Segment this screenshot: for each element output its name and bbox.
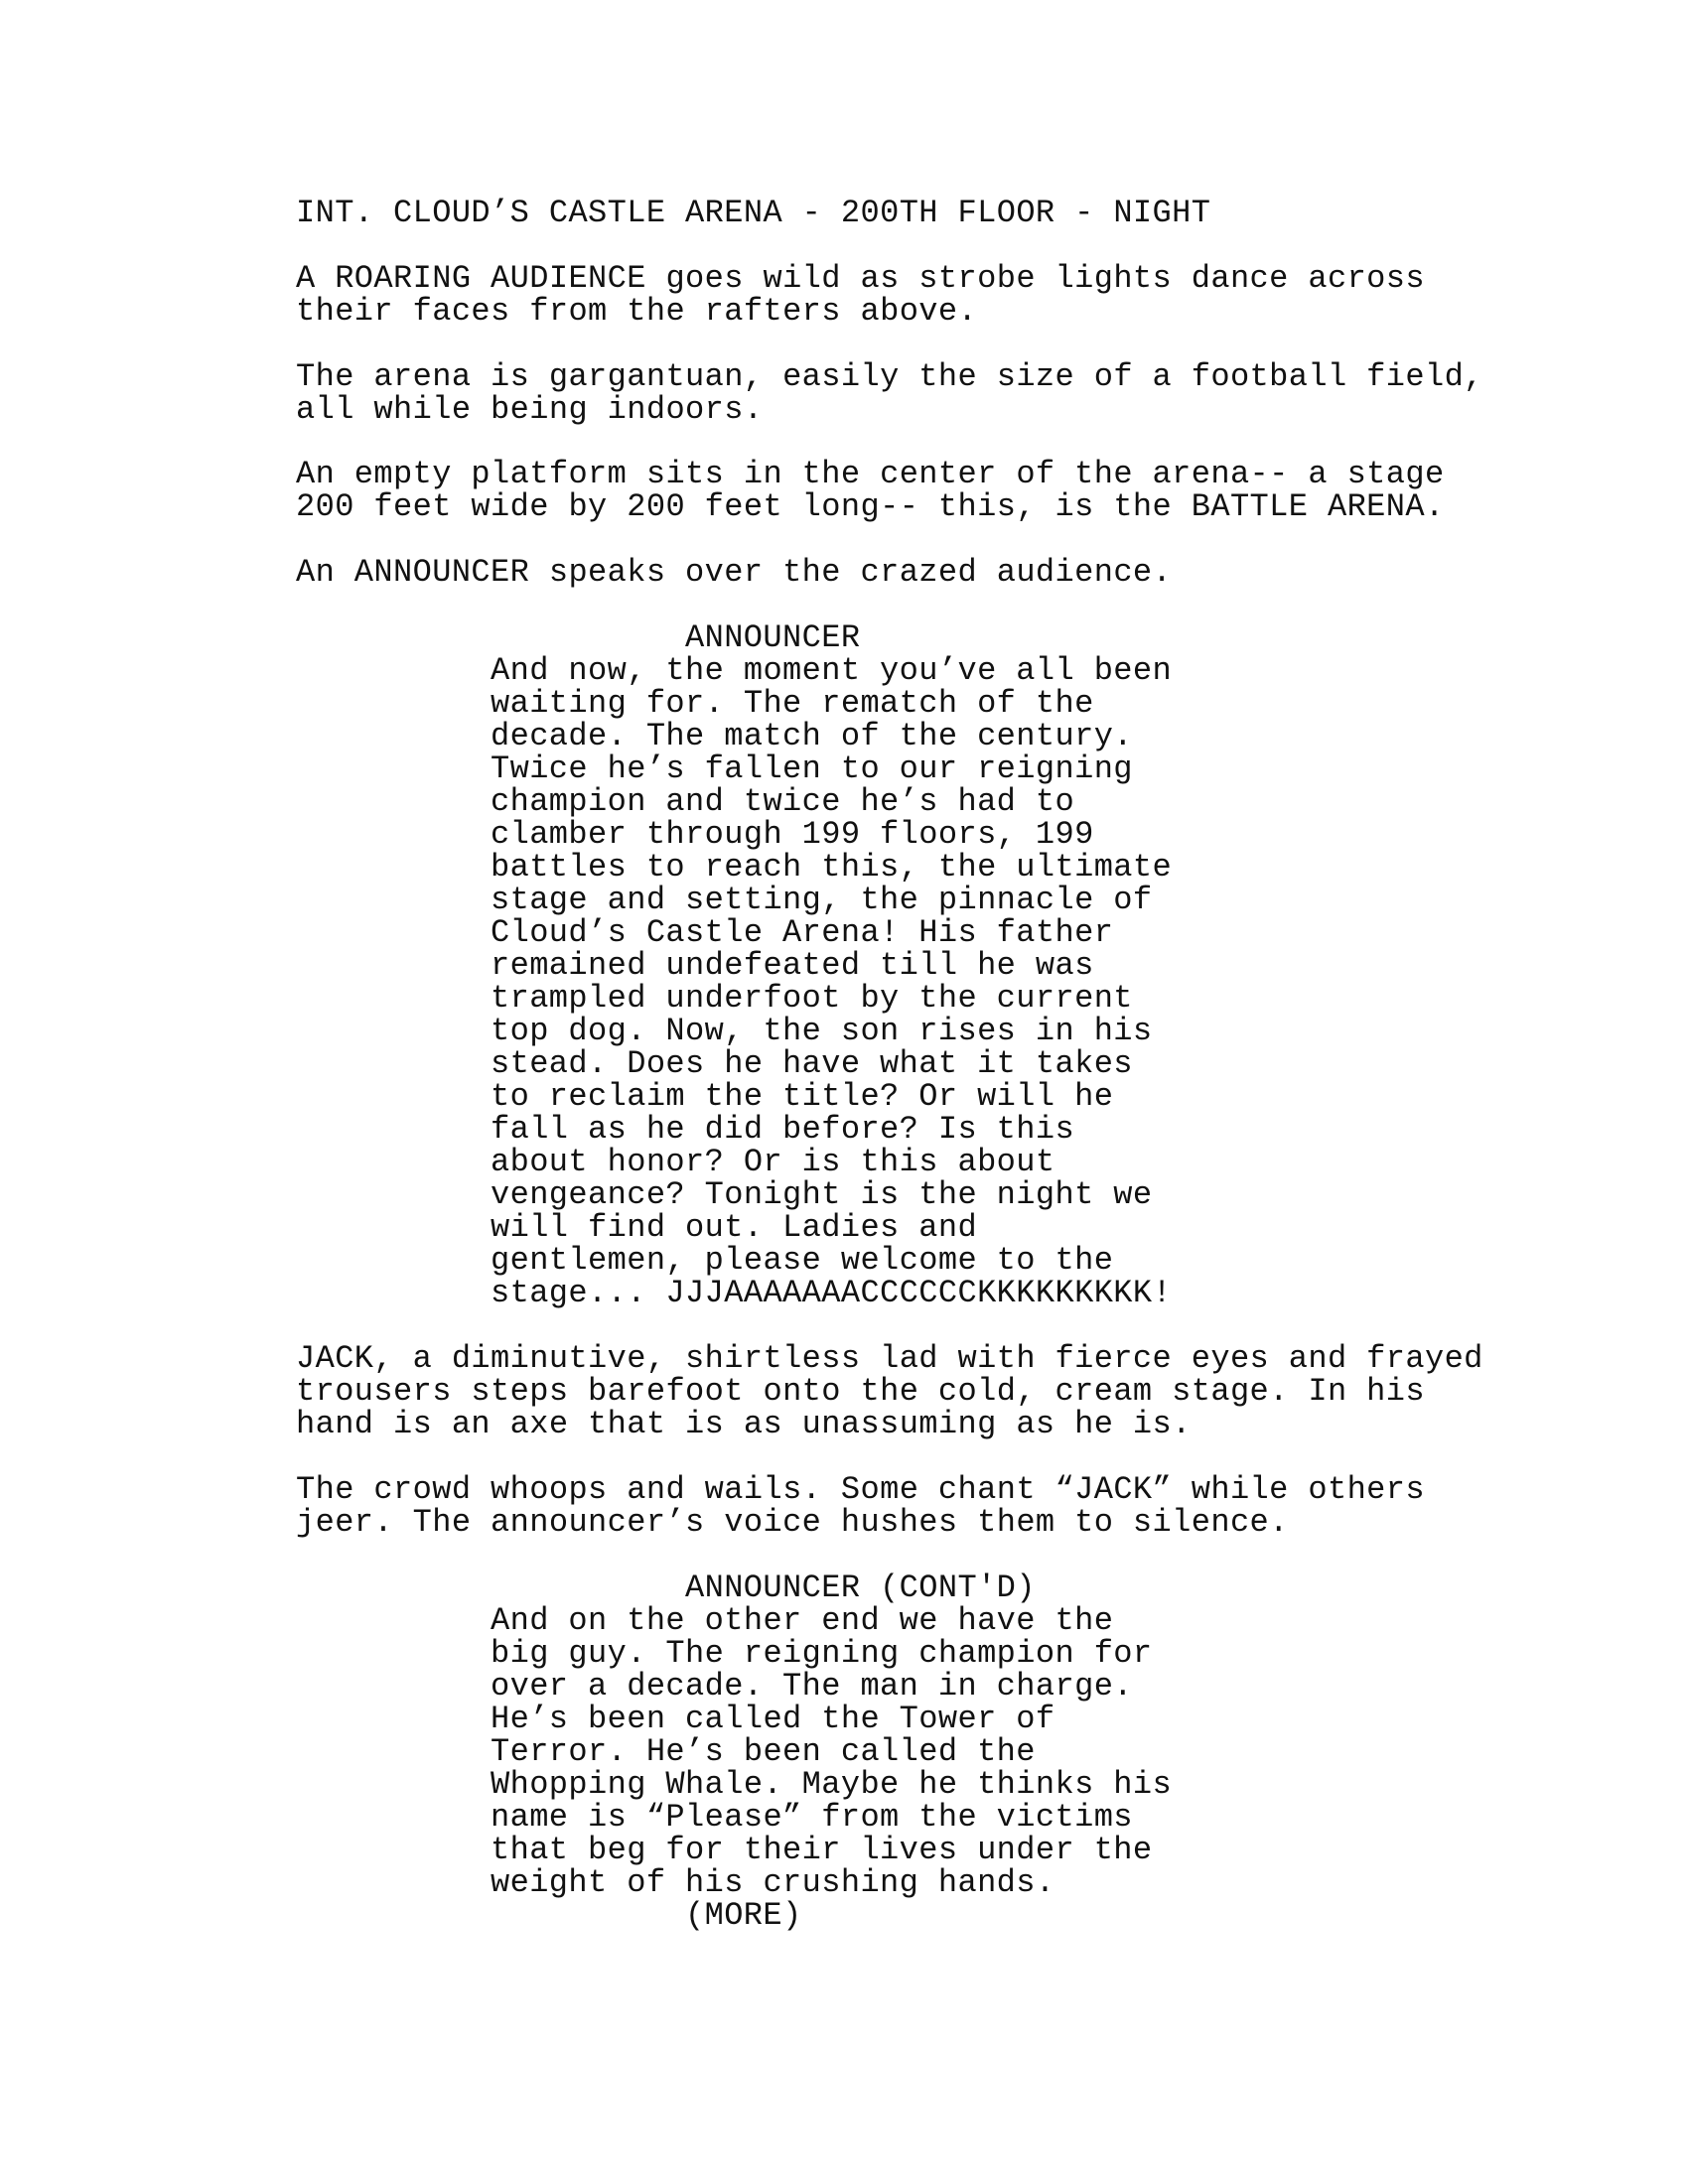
dialogue-line: will find out. Ladies and: [491, 1209, 978, 1246]
dialogue-line: big guy. The reigning champion for: [491, 1635, 1153, 1672]
action-line: 200 feet wide by 200 feet long-- this, is the BATTLE ARENA.: [296, 488, 1445, 525]
dialogue-line: clamber through 199 floors, 199: [491, 816, 1094, 853]
dialogue-line: stead. Does he have what it takes: [491, 1045, 1133, 1082]
dialogue-line: vengeance? Tonight is the night we: [491, 1176, 1153, 1213]
action-line: their faces from the rafters above.: [296, 293, 978, 330]
dialogue-line: And on the other end we have the: [491, 1602, 1114, 1639]
dialogue-line: battles to reach this, the ultimate: [491, 849, 1173, 886]
dialogue-line: decade. The match of the century.: [491, 718, 1133, 754]
dialogue-line: to reclaim the title? Or will he: [491, 1078, 1114, 1115]
dialogue-line: over a decade. The man in charge.: [491, 1668, 1133, 1705]
action-line: An ANNOUNCER speaks over the crazed audience.: [296, 554, 1173, 591]
dialogue-line: gentlemen, please welcome to the: [491, 1242, 1114, 1279]
dialogue-line: name is “Please” from the victims: [491, 1799, 1133, 1836]
dialogue-line: Cloud’s Castle Arena! His father: [491, 914, 1114, 951]
dialogue-line: that beg for their lives under the: [491, 1832, 1153, 1868]
dialogue-line: top dog. Now, the son rises in his: [491, 1013, 1153, 1049]
action-line: An empty platform sits in the center of the arena-- a stage: [296, 456, 1445, 492]
character-name: ANNOUNCER (CONT'D): [685, 1570, 1036, 1606]
dialogue-line: fall as he did before? Is this: [491, 1111, 1075, 1148]
dialogue-line: He’s been called the Tower of: [491, 1701, 1055, 1737]
action-line: The arena is gargantuan, easily the size of a football field,: [296, 358, 1483, 395]
action-line: jeer. The announcer’s voice hushes them to silence.: [296, 1504, 1289, 1541]
dialogue-line: Twice he’s fallen to our reigning: [491, 751, 1133, 787]
dialogue-line: stage... JJJAAAAAAACCCCCCKKKKKKKKK!: [491, 1275, 1173, 1311]
dialogue-line: trampled underfoot by the current: [491, 980, 1133, 1017]
action-line: JACK, a diminutive, shirtless lad with fierce eyes and frayed: [296, 1340, 1483, 1377]
dialogue-line: And now, the moment you’ve all been: [491, 652, 1173, 689]
action-line: trousers steps barefoot onto the cold, cream stage. In his: [296, 1373, 1425, 1410]
action-line: all while being indoors.: [296, 391, 764, 428]
character-name: ANNOUNCER: [685, 619, 861, 656]
action-line: A ROARING AUDIENCE goes wild as strobe lights dance across: [296, 260, 1425, 297]
dialogue-line: weight of his crushing hands.: [491, 1864, 1055, 1901]
dialogue-line: Whopping Whale. Maybe he thinks his: [491, 1766, 1173, 1803]
dialogue-line: stage and setting, the pinnacle of: [491, 882, 1153, 918]
more-marker: (MORE): [685, 1897, 802, 1934]
dialogue-line: remained undefeated till he was: [491, 947, 1094, 984]
scene-heading: INT. CLOUD’S CASTLE ARENA - 200TH FLOOR - NIGHT: [296, 195, 1211, 231]
action-line: The crowd whoops and wails. Some chant “JACK” while others: [296, 1471, 1425, 1508]
dialogue-line: champion and twice he’s had to: [491, 783, 1075, 820]
dialogue-line: Terror. He’s been called the: [491, 1733, 1036, 1770]
dialogue-line: waiting for. The rematch of the: [491, 685, 1094, 722]
dialogue-line: about honor? Or is this about: [491, 1144, 1055, 1180]
action-line: hand is an axe that is as unassuming as he is.: [296, 1406, 1192, 1442]
